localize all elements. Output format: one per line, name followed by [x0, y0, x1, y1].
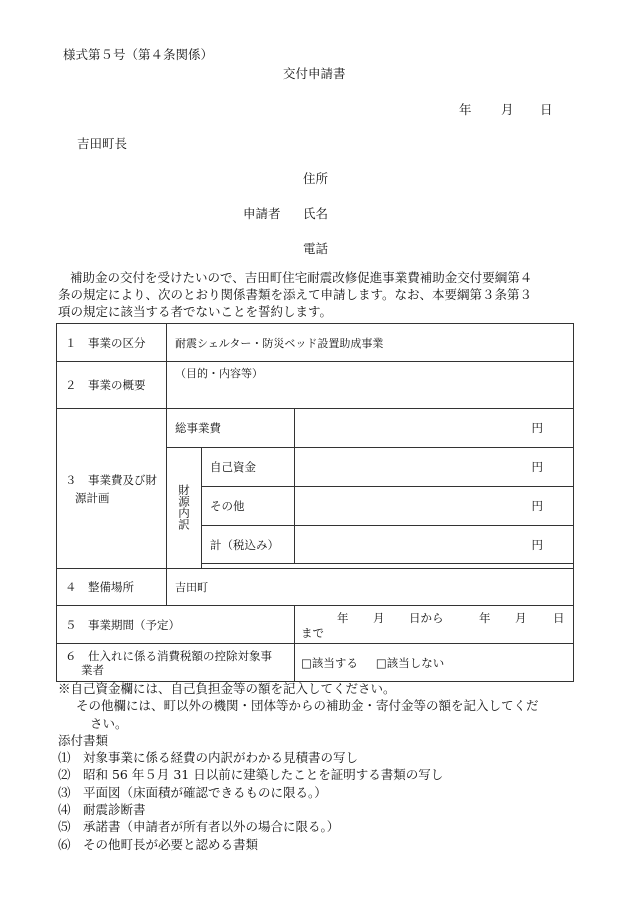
cost-plan-label [57, 409, 167, 569]
location-label: ４ 整備場所 [57, 569, 167, 606]
application-statement [58, 269, 574, 320]
period-start-month: 月 [373, 611, 385, 625]
applicant-label: 申請者 [243, 206, 281, 221]
row-total-cost [57, 409, 574, 448]
project-overview-field[interactable]: （目的・内容等） [167, 362, 574, 409]
period-end-month: 月 [515, 611, 527, 625]
project-period-label: ５ 事業期間（予定） [57, 606, 295, 644]
date-day-label: 日 [540, 102, 553, 117]
note-own-funds: ※自己資金欄には、自己負担金等の額を記入してください。 [58, 681, 396, 696]
note-other-funds: その他欄には、町以外の機関・団体等からの補助金・寄付金等の額を記入してくだ [76, 698, 539, 714]
subtotal-label: 計（税込み） [202, 526, 295, 564]
funding-breakdown-text: 財源内訳 [177, 483, 191, 530]
period-end-year: 年 [479, 611, 491, 625]
period-start-year: 年 [337, 611, 349, 625]
addressee: 吉田町長 [77, 136, 128, 151]
total-cost-label: 総事業費 [167, 409, 295, 448]
project-period-field[interactable] [295, 606, 574, 644]
row-project-period [57, 606, 574, 644]
date-month-label: 月 [501, 102, 514, 117]
cost-plan-label-line2: 源計画 [75, 490, 110, 505]
other-funds-field[interactable] [295, 487, 574, 526]
yen-unit: 円 [531, 421, 544, 435]
attachment-item: ⑹ その他町長が必要と認める書類 [58, 836, 259, 852]
attachments-heading: 添付書類 [58, 732, 109, 748]
attachment-item: ⑵ 昭和 56 年５月 31 日以前に建築したことを証明する書類の写し [58, 767, 444, 783]
attachment-item: ⑸ 承諾書（申請者が所有者以外の場合に限る。） [58, 819, 340, 835]
page-title: 交付申請書 [283, 66, 346, 81]
statement-line-3: 項の規定に該当する者でないことを誓約します。 [58, 304, 333, 319]
own-funds-field[interactable] [295, 448, 574, 487]
attachment-item: ⑶ 平面図（床面積が確認できるものに限る。） [58, 784, 327, 800]
own-funds-label: 自己資金 [202, 448, 295, 487]
location-value[interactable]: 吉田町 [167, 569, 574, 606]
period-until: まで [301, 626, 324, 640]
period-end-day: 日 [553, 611, 565, 625]
not-applicable-checkbox[interactable]: □該当しない [375, 655, 445, 670]
attachment-item: ⑷ 耐震診断書 [58, 802, 146, 818]
application-form-table [56, 323, 574, 682]
row-location [57, 569, 574, 606]
project-category-value[interactable]: 耐震シェルター・防災ベッド設置助成事業 [167, 324, 574, 362]
other-funds-label: その他 [202, 487, 295, 526]
notes-section [58, 680, 578, 853]
subtotal-field[interactable] [295, 526, 574, 564]
yen-unit: 円 [531, 537, 544, 552]
cost-plan-label-line1: ３ 事業費及び財 [65, 472, 157, 487]
phone-label: 電話 [303, 241, 329, 256]
attachment-item: ⑴ 対象事業に係る経費の内訳がわかる見積書の写し [58, 750, 359, 766]
project-category-label: １ 事業の区分 [57, 324, 167, 362]
yen-unit: 円 [531, 460, 544, 474]
row-consumption-tax [57, 644, 574, 682]
consumption-tax-label [57, 644, 295, 682]
date-year-label: 年 [459, 102, 472, 117]
note-other-funds-cont: さい。 [90, 715, 128, 731]
applicable-checkbox[interactable]: □該当する [301, 655, 358, 670]
statement-line-2: 条の規定により、次のとおり関係書類を添えて申請します。なお、本要綱第３条第３ [58, 287, 533, 302]
funding-breakdown-label [167, 448, 202, 569]
statement-line-1: 補助金の交付を受けたいので、吉田町住宅耐震改修促進事業費補助金交付要綱第４ [70, 270, 533, 285]
form-number: 様式第５号（第４条関係） [63, 47, 214, 62]
consumption-tax-label-line2: 業者 [81, 662, 104, 677]
consumption-tax-label-line1: ６ 仕入れに係る消費税額の控除対象事 [65, 648, 272, 663]
total-cost-field[interactable] [295, 409, 574, 448]
period-start-day: 日から [409, 611, 444, 625]
name-label: 氏名 [303, 206, 329, 221]
address-label: 住所 [303, 171, 329, 186]
project-overview-label: ２ 事業の概要 [57, 362, 167, 409]
yen-unit: 円 [531, 499, 544, 513]
consumption-tax-options [295, 644, 574, 682]
row-project-overview [57, 362, 574, 409]
row-project-category [57, 324, 574, 362]
